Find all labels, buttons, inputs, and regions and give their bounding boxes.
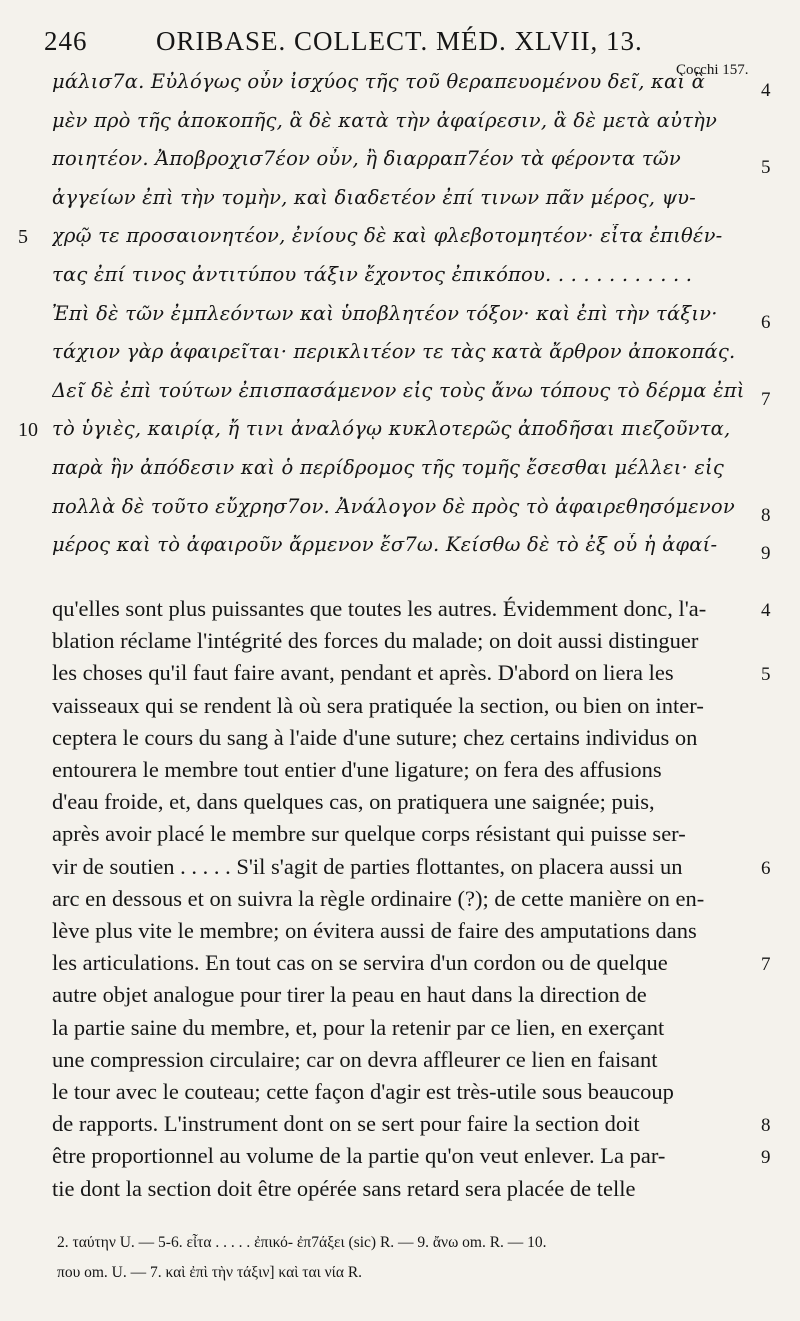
section-number: 9 bbox=[761, 1147, 771, 1169]
french-line: entourera le membre tout entier d'une ligature; on fera des affusions bbox=[52, 757, 662, 782]
french-line: vir de soutien . . . . . S'il s'agit de parties flottantes, on placera aussi un bbox=[52, 853, 683, 879]
french-line: ceptera le cours du sang à l'aide d'une suture; chez certains individus on bbox=[52, 724, 698, 750]
greek-line: χρῷ τε προσαιονητέον, ἐνίους δὲ καὶ φλεβοτομητέον· εἶτα ἐπιθέν- bbox=[52, 224, 723, 248]
section-number: 5 bbox=[761, 664, 771, 686]
section-number: 9 bbox=[761, 543, 771, 565]
section-number: 4 bbox=[761, 600, 771, 621]
section-number: 4 bbox=[761, 80, 771, 101]
section-number: 8 bbox=[761, 504, 771, 526]
french-line: arc en dessous et on suivra la règle ordinaire (?); de cette manière on en- bbox=[52, 885, 705, 911]
french-line: la partie saine du membre, et, pour la retenir par ce lien, en exerçant bbox=[52, 1014, 665, 1040]
greek-line: τάχιον γὰρ ἀφαιρεῖται· περικλιτέον τε τὰς κατὰ ἄρθρον ἀποκοπάς. bbox=[52, 340, 736, 364]
greek-line: μάλισ7α. Εὐλόγως οὖν ἰσχύος τῆς τοῦ θεραπευομένου δεῖ, καὶ ἃ bbox=[52, 70, 706, 93]
footnote-line: 2. ταύτην U. — 5-6. εἶτα . . . . . ἐπικό- ἐπ7άξει (sic) R. — 9. ἄνω om. R. — 10. bbox=[57, 1234, 547, 1251]
french-line: une compression circulaire; car on devra affleurer ce lien en faisant bbox=[52, 1046, 658, 1072]
section-number: 6 bbox=[761, 857, 771, 879]
section-number: 7 bbox=[761, 388, 771, 410]
french-line: les articulations. En tout cas on se servira d'un cordon ou de quelque bbox=[52, 950, 668, 976]
greek-line: πολλὰ δὲ τοῦτο εὔχρησ7ον. Ἀνάλογον δὲ πρὸς τὸ ἀφαιρεθησόμενον bbox=[52, 494, 735, 518]
line-number: 5 bbox=[18, 226, 28, 249]
greek-line: μέρος καὶ τὸ ἀφαιροῦν ἄρμενον ἔσ7ω. Κείσθω δὲ τὸ ἐξ οὗ ἡ ἀφαί- bbox=[52, 533, 718, 557]
french-line: d'eau froide, et, dans quelques cas, on pratiquera une saignée; puis, bbox=[52, 789, 655, 815]
section-number: 6 bbox=[761, 311, 771, 333]
running-title: ORIBASE. COLLECT. MÉD. XLVII, 13. bbox=[156, 26, 643, 56]
french-line: vaisseaux qui se rendent là où sera pratiquée la section, ou bien on inter- bbox=[52, 692, 704, 718]
french-line: blation réclame l'intégrité des forces du malade; on doit aussi distinguer bbox=[52, 628, 699, 654]
page-number: 246 bbox=[44, 26, 88, 56]
section-number: 8 bbox=[761, 1115, 771, 1137]
edition-reference: Cocchi 157. bbox=[676, 62, 749, 78]
greek-line: Ἐπὶ δὲ τῶν ἐμπλεόντων καὶ ὑποβλητέον τόξον· καὶ ἐπὶ τὴν τάξιν· bbox=[52, 301, 718, 325]
french-line: après avoir placé le membre sur quelque corps résistant qui puisse ser- bbox=[52, 821, 686, 847]
french-line: qu'elles sont plus puissantes que toutes les autres. Évidemment donc, l'a- bbox=[52, 596, 707, 621]
french-line: tie dont la section doit être opérée sans retard sera placée de telle bbox=[52, 1175, 636, 1201]
french-line: les choses qu'il faut faire avant, pendant et après. D'abord on liera les bbox=[52, 660, 674, 686]
section-number: 5 bbox=[761, 157, 771, 179]
greek-line: ἀγγείων ἐπὶ τὴν τομὴν, καὶ διαδετέον ἐπί τινων πᾶν μέρος, ψυ- bbox=[52, 185, 696, 209]
french-line: le tour avec le couteau; cette façon d'agir est très-utile sous beaucoup bbox=[52, 1079, 674, 1104]
greek-line: τὸ ὑγιὲς, καιρίᾳ, ἤ τινι ἀναλόγῳ κυκλοτερῶς ἀποδῆσαι πιεζοῦντα, bbox=[52, 417, 731, 441]
french-line: de rapports. L'instrument dont on se sert pour faire la section doit bbox=[52, 1111, 640, 1137]
greek-line: μὲν πρὸ τῆς ἀποκοπῆς, ἃ δὲ κατὰ τὴν ἀφαίρεσιν, ἃ δὲ μετὰ αὐτὴν bbox=[52, 108, 718, 132]
line-number: 10 bbox=[18, 419, 38, 442]
footnote-line: που om. U. — 7. καὶ ἐπὶ τὴν τάξιν] καὶ ται νία R. bbox=[57, 1264, 363, 1281]
french-line: lève plus vite le membre; on évitera aussi de faire des amputations dans bbox=[52, 918, 697, 943]
greek-line: παρὰ ἣν ἀπόδεσιν καὶ ὁ περίδρομος τῆς τομῆς ἔσεσθαι μέλλει· εἰς bbox=[52, 456, 724, 479]
greek-line: ποιητέον. Ἀποβροχισ7έον οὖν, ἢ διαρραπ7έον τὰ φέροντα τῶν bbox=[52, 147, 681, 171]
french-line: être proportionnel au volume de la partie qu'on veut enlever. La par- bbox=[52, 1143, 666, 1169]
greek-line: Δεῖ δὲ ἐπὶ τούτων ἐπισπασάμενον εἰς τοὺς ἄνω τόπους τὸ δέρμα ἐπὶ bbox=[52, 378, 745, 402]
section-number: 7 bbox=[761, 954, 771, 976]
greek-line: τας ἐπί τινος ἀντιτύπου τάξιν ἔχοντος ἐπικόπου. . . . . . . . . . . . bbox=[52, 263, 693, 286]
french-line: autre objet analogue pour tirer la peau en haut dans la direction de bbox=[52, 982, 647, 1008]
